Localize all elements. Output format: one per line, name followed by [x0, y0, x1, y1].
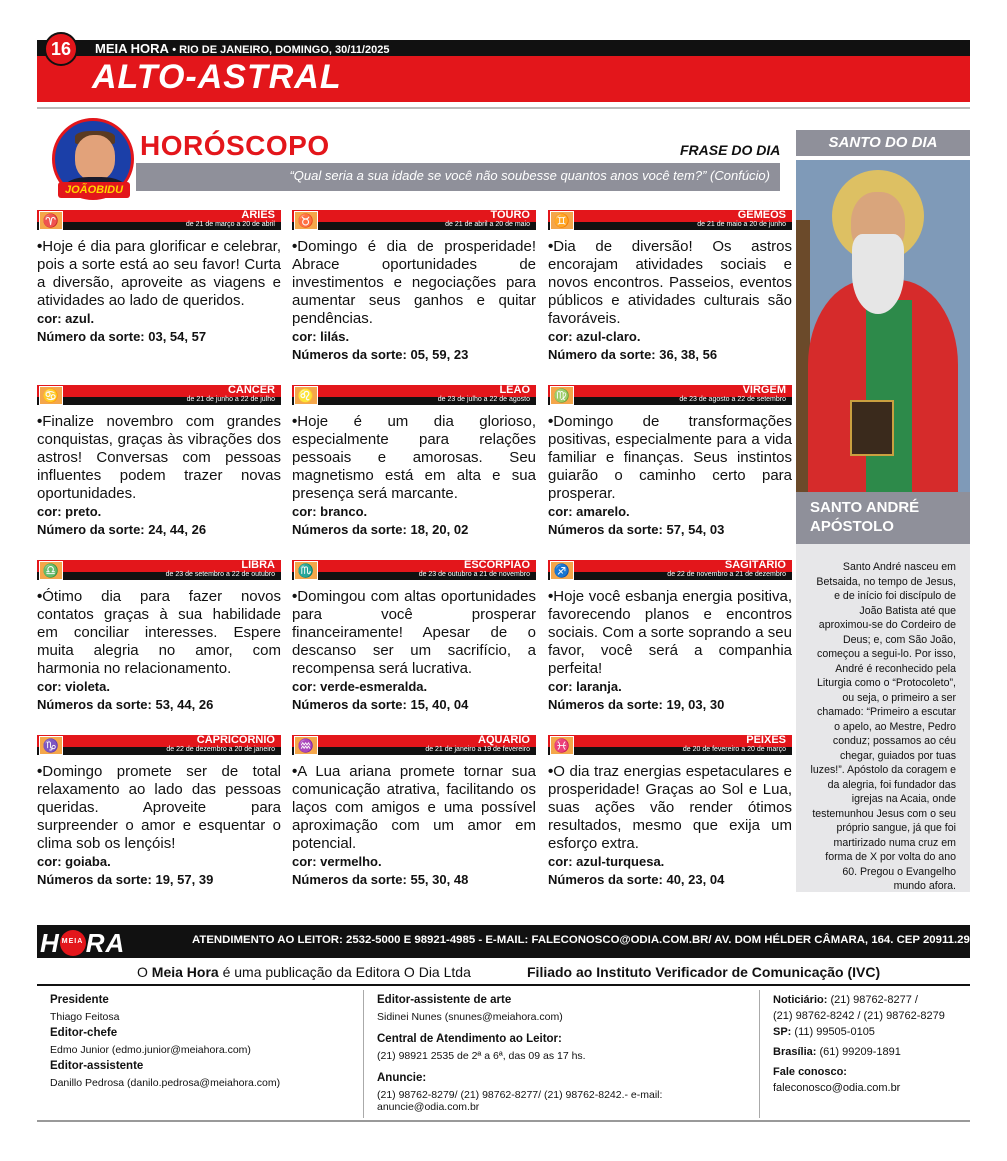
sign-numbers: Números da sorte: 05, 59, 23: [292, 347, 469, 362]
sign-text: •Domingo é dia de prosperidade! Abrace oportunidades de investimentos e negociações para aumentar seus ganhos e quitar pendências.: [292, 238, 536, 327]
sign-header: [37, 385, 281, 407]
sign-text: •Domingo promete ser de total relaxamento ao lado das pessoas queridas. Aproveite para surpreender o amor e esquentar o clima sob os lençóis!: [37, 763, 281, 852]
sign-name: TOURO: [490, 209, 530, 221]
sign-name: CÂNCER: [227, 384, 275, 396]
sign-dates: de 20 de fevereiro a 20 de março: [682, 746, 786, 753]
sign-9: [37, 735, 281, 887]
anuncie: (21) 98762-8279/ (21) 98762-8277/ (21) 98762-8242.- e-mail: anuncie@odia.com.br: [377, 1089, 663, 1113]
sign-color: cor: lilás.: [292, 329, 350, 344]
presidente-label: Presidente: [50, 994, 109, 1006]
fale-conosco: faleconosco@odia.com.br: [773, 1082, 901, 1094]
logo-ra: RA: [85, 928, 126, 958]
sign-2: [548, 210, 792, 362]
sign-dates: de 23 de julho a 22 de agosto: [437, 396, 530, 403]
sign-name: AQUÁRIO: [478, 734, 530, 746]
staff-col-2: [363, 990, 761, 1118]
publisher: O Meia Hora é uma publicação da Editora O Dia Ltda: [137, 964, 471, 980]
sign-text: •Domingo de transformações positivas, especialmente para a vida familiar e finanças. Seus instintos guiarão o caminho certo para prosperar.: [548, 413, 792, 502]
zodiac-icon: ♓: [550, 736, 574, 755]
sign-5: [548, 385, 792, 537]
sign-text: •O dia traz energias espetaculares e prosperidade! Graças ao Sol e Lua, suas ações vão render ótimos resultados, mesmo que exija um esforço extra.: [548, 763, 792, 852]
presidente: Thiago Feitosa: [50, 1011, 120, 1023]
sign-header: [37, 210, 281, 232]
zodiac-icon: ♋: [39, 386, 63, 405]
sign-color: cor: preto.: [37, 504, 102, 519]
section-title: ALTO-ASTRAL: [92, 58, 342, 96]
footer-logo: [40, 928, 180, 956]
sign-text: •A Lua ariana promete tornar sua comunicação atrativa, facilitando os laços com amigos e uma possível aproximação com um amor em potencial.: [292, 763, 536, 852]
logo-o-icon: [60, 930, 86, 956]
zodiac-icon: ♍: [550, 386, 574, 405]
sign-0: [37, 210, 281, 344]
top-meta: [95, 41, 389, 56]
staff-col-1: [50, 990, 350, 1118]
sign-header: [548, 385, 792, 407]
sign-numbers: Números da sorte: 40, 23, 04: [548, 872, 725, 887]
zodiac-icon: ♈: [39, 211, 63, 230]
santo-name: SANTO ANDRÉ APÓSTOLO: [796, 492, 970, 544]
sign-numbers: Números da sorte: 55, 30, 48: [292, 872, 469, 887]
page-number: 16: [44, 32, 78, 66]
sign-dates: de 23 de agosto a 22 de setembro: [679, 396, 786, 403]
sign-color: cor: verde-esmeralda.: [292, 679, 428, 694]
sign-header: [292, 560, 536, 582]
sign-name: ÁRIES: [241, 209, 275, 221]
sign-dates: de 21 de abril a 20 de maio: [445, 221, 530, 228]
sign-name: ESCORPIÃO: [463, 559, 530, 571]
sign-dates: de 23 de outubro a 21 de novembro: [418, 571, 530, 578]
brand-name: MEIA HORA: [95, 41, 169, 56]
sign-numbers: Números da sorte: 19, 03, 30: [548, 697, 725, 712]
central: (21) 98921 2535 de 2ª a 6ª, das 09 as 17 hs.: [377, 1050, 586, 1062]
zodiac-icon: ♌: [294, 386, 318, 405]
sign-10: [292, 735, 536, 887]
noticiario-2: (21) 98762-8242 / (21) 98762-8279: [773, 1010, 945, 1022]
sign-color: cor: amarelo.: [548, 504, 630, 519]
sign-numbers: Número da sorte: 36, 38, 56: [548, 347, 718, 362]
sign-header: [37, 735, 281, 757]
sign-name: CAPRICÓRNIO: [196, 734, 275, 746]
divider: [37, 107, 970, 109]
editor-chefe-label: Editor-chefe: [50, 1027, 118, 1039]
sign-name: PEIXES: [746, 734, 786, 746]
sign-numbers: Números da sorte: 18, 20, 02: [292, 522, 469, 537]
sign-name: LEÃO: [499, 384, 530, 396]
zodiac-icon: ♊: [550, 211, 574, 230]
sign-color: cor: violeta.: [37, 679, 110, 694]
sign-text: •Hoje é dia para glorificar e celebrar, pois a sorte está ao seu favor! Curta a diversão, aproveite as viagens e atividades ao lado de queridos.: [37, 238, 281, 309]
sign-1: [292, 210, 536, 362]
zodiac-icon: ♏: [294, 561, 318, 580]
sign-color: cor: azul-claro.: [548, 329, 641, 344]
sign-6: [37, 560, 281, 712]
astrologer-name: JOÃOBIDU: [58, 182, 130, 198]
sign-text: •Hoje você esbanja energia positiva, favorecendo planos e encontros sociais. Com a sorte soprando a seu favor, você será a companhia perfeita!: [548, 588, 792, 677]
sign-7: [292, 560, 536, 712]
sign-name: SAGITÁRIO: [724, 559, 786, 571]
sign-numbers: Número da sorte: 24, 44, 26: [37, 522, 207, 537]
central-label: Central de Atendimento ao Leitor:: [377, 1033, 562, 1045]
sign-header: [292, 210, 536, 232]
editor-assistente-label: Editor-assistente: [50, 1060, 144, 1072]
santo-text: Santo André nasceu em Betsaida, no tempo de Jesus, e de início foi discípulo de João Batista até que aproximou-se do Cordeiro de Deus; e, com São João, começou a segui-lo. Por isso, André é reconhecido pela Liturgia como o “Protocoleto”, ou seja, o primeiro a ser chamado: “Primeiro a escutar o apelo, ao Mestre, Pedro conduz; possamos ao céu chegar, guiados por tuas luzes!”. Apóstolo da coragem e da alegria, foi fundador das igrejas na Acaia, onde testemunhou Jesus com o seu próprio sangue, já que foi martirizado numa cruz em forma de X por volta do ano 60. Pregou o Evangelho mundo afora.: [796, 544, 970, 892]
editor-chefe: Edmo Junior (edmo.junior@meiahora.com): [50, 1044, 251, 1056]
sign-numbers: Números da sorte: 19, 57, 39: [37, 872, 214, 887]
sign-dates: de 21 de junho a 22 de julho: [186, 396, 275, 403]
horoscope-title: HORÓSCOPO: [140, 130, 330, 161]
publication-line: [37, 960, 970, 986]
editor-assistente: Danillo Pedrosa (danilo.pedrosa@meiahora.com): [50, 1077, 281, 1089]
sign-name: LIBRA: [241, 559, 275, 571]
sign-dates: de 23 de setembro a 22 de outubro: [165, 571, 275, 578]
sign-header: [548, 560, 792, 582]
sign-name: GÊMEOS: [737, 209, 786, 221]
sign-header: [292, 385, 536, 407]
sign-numbers: Números da sorte: 53, 44, 26: [37, 697, 214, 712]
zodiac-icon: ♎: [39, 561, 63, 580]
staff-col-3: Noticiário: (21) 98762-8277 / (21) 98762-8242 / (21) 98762-8279 SP: (11) 99505-0105 Brasília: (61) 99209-1891 Fale conosco: faleconosco@odia.com.br: [759, 990, 969, 1118]
sign-dates: de 21 de maio a 20 de junho: [697, 221, 786, 228]
sign-text: •Ótimo dia para fazer novos contatos graças à sua habilidade em conciliar interesses. Espere muita alegria no amor, com harmonia no relacionamento.: [37, 588, 281, 677]
staff-box: [37, 990, 970, 1122]
logo-h: H: [40, 928, 60, 958]
anuncie-label: Anuncie:: [377, 1072, 427, 1084]
sign-dates: de 22 de dezembro a 20 de janeiro: [166, 746, 275, 753]
zodiac-icon: ♐: [550, 561, 574, 580]
sign-color: cor: goiaba.: [37, 854, 111, 869]
sign-color: cor: branco.: [292, 504, 368, 519]
sign-dates: de 21 de janeiro a 19 de fevereiro: [425, 746, 530, 753]
sign-dates: de 21 de março a 20 de abril: [185, 221, 275, 228]
sign-color: cor: azul-turquesa.: [548, 854, 665, 869]
sign-text: •Domingou com altas oportunidades para você prosperar financeiramente! Apesar de o descanso ser um sacrifício, a recompensa será lucrativa.: [292, 588, 536, 677]
sign-text: •Finalize novembro com grandes conquistas, graças às vibrações dos astros! Conversas com pessoas influentes podem trazer novas oportunidades.: [37, 413, 281, 502]
zodiac-icon: ♉: [294, 211, 318, 230]
arte-label: Editor-assistente de arte: [377, 994, 512, 1006]
santo-header: SANTO DO DIA: [796, 130, 970, 156]
frase-label: FRASE DO DIA: [680, 142, 781, 158]
ivc-affiliation: Filiado ao Instituto Verificador de Comunicação (IVC): [527, 964, 881, 980]
sign-4: [292, 385, 536, 537]
sign-3: [37, 385, 281, 537]
sign-text: •Dia de diversão! Os astros encorajam atividades sociais e novos encontros. Passeios, eventos públicos e atividades culturais são favoráveis.: [548, 238, 792, 327]
sign-numbers: Números da sorte: 57, 54, 03: [548, 522, 725, 537]
zodiac-icon: ♒: [294, 736, 318, 755]
santo-image: [796, 160, 970, 492]
quote-text: “Qual seria a sua idade se você não soubesse quantos anos você tem?” (Confúcio): [289, 168, 770, 183]
sign-color: cor: azul.: [37, 311, 95, 326]
sign-name: VIRGEM: [742, 384, 786, 396]
sign-dates: de 22 de novembro a 21 de dezembro: [667, 571, 786, 578]
sign-8: [548, 560, 792, 712]
sign-numbers: Números da sorte: 15, 40, 04: [292, 697, 469, 712]
sign-header: [548, 210, 792, 232]
sign-header: [292, 735, 536, 757]
sign-11: [548, 735, 792, 887]
sign-header: [548, 735, 792, 757]
zodiac-icon: ♑: [39, 736, 63, 755]
sign-header: [37, 560, 281, 582]
sign-numbers: Número da sorte: 03, 54, 57: [37, 329, 207, 344]
sign-color: cor: vermelho.: [292, 854, 382, 869]
sign-text: •Hoje é um dia glorioso, especialmente para relações pessoais e amorosas. Seu magnetismo está em alta e sua presença será marcante.: [292, 413, 536, 502]
location-date: • RIO DE JANEIRO, DOMINGO, 30/11/2025: [172, 44, 390, 56]
footer-contact: ATENDIMENTO AO LEITOR: 2532-5000 E 98921-4985 - E-MAIL: FALECONOSCO@ODIA.COM.BR/ AV. DOM HÉLDER CÂMARA, 164. CEP 20911.292, RJ: [192, 934, 998, 946]
sign-color: cor: laranja.: [548, 679, 622, 694]
arte: Sidinei Nunes (snunes@meiahora.com): [377, 1011, 563, 1023]
logo-meia: MEIA: [61, 938, 84, 945]
